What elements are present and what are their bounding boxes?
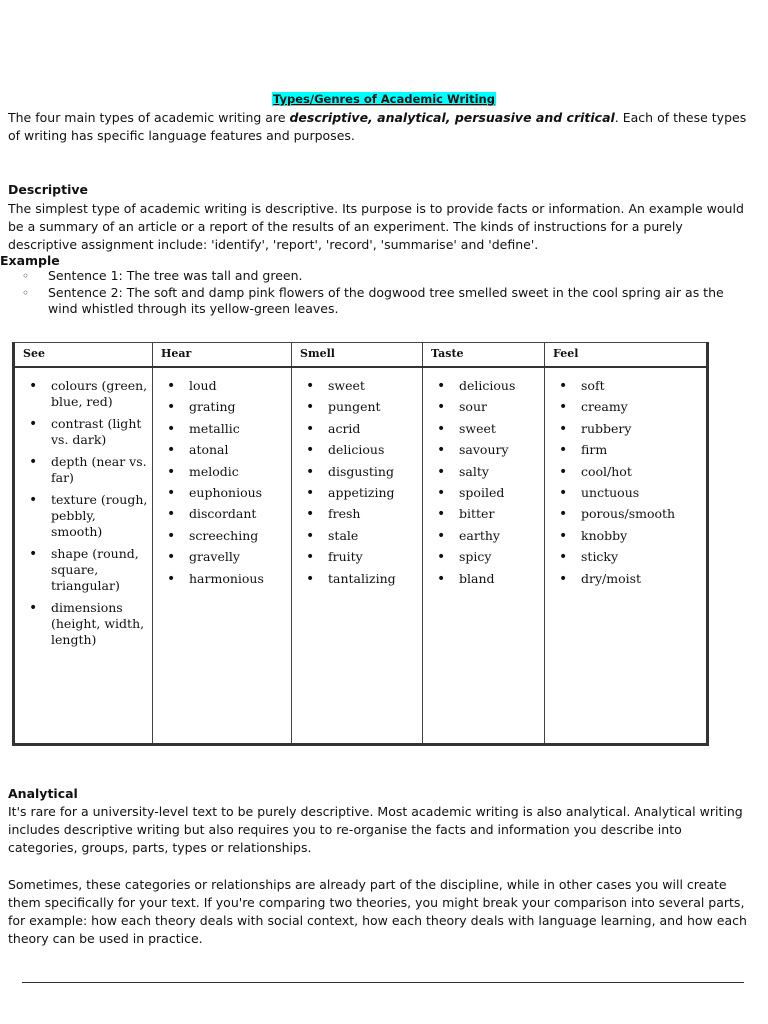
sense-word-item: • bland bbox=[423, 571, 544, 587]
sense-word-item: • texture (rough, pebbly, smooth) bbox=[15, 492, 152, 540]
descriptive-heading: Descriptive bbox=[8, 182, 88, 197]
smell-word-list bbox=[292, 368, 422, 587]
analytical-heading: Analytical bbox=[8, 786, 78, 801]
column-cell-see bbox=[14, 367, 153, 745]
sense-word-item: • porous/smooth bbox=[545, 506, 706, 522]
see-word-list bbox=[15, 368, 152, 648]
intro-emphasis: descriptive, analytical, persuasive and critical bbox=[289, 110, 615, 125]
sense-word-item: • atonal bbox=[153, 442, 291, 458]
sense-word-item: • acrid bbox=[292, 421, 422, 437]
sense-word-item: • soft bbox=[545, 378, 706, 394]
sense-word-item: • delicious bbox=[423, 378, 544, 394]
sense-word-item: • contrast (light vs. dark) bbox=[15, 416, 152, 448]
column-cell-taste bbox=[423, 367, 545, 745]
sense-word-item: • earthy bbox=[423, 528, 544, 544]
sense-word-item: • metallic bbox=[153, 421, 291, 437]
senses-header-row bbox=[14, 343, 708, 368]
column-cell-smell bbox=[292, 367, 423, 745]
sense-word-item: • shape (round, square, triangular) bbox=[15, 546, 152, 594]
sense-word-item: • delicious bbox=[292, 442, 422, 458]
senses-body-row bbox=[14, 367, 708, 745]
sense-word-item: • disgusting bbox=[292, 464, 422, 480]
column-header-hear: Hear bbox=[153, 343, 292, 368]
sense-word-item: • colours (green, blue, red) bbox=[15, 378, 152, 410]
descriptive-paragraph: The simplest type of academic writing is descriptive. Its purpose is to provide facts or information. An example would be a summary of an article or a report of the results of an experiment. The kinds of instructions for a purely descriptive assignment include: 'identify', 'report', 'record', 'summarise' and 'define'. bbox=[8, 201, 744, 252]
column-header-feel: Feel bbox=[545, 343, 708, 368]
document-title: Types/Genres of Academic Writing bbox=[273, 92, 495, 106]
sense-word-item: • discordant bbox=[153, 506, 291, 522]
sense-word-item: • sticky bbox=[545, 549, 706, 565]
sense-word-item: • savoury bbox=[423, 442, 544, 458]
sense-word-item: • melodic bbox=[153, 464, 291, 480]
example-heading: Example bbox=[0, 253, 60, 268]
sense-word-item: • fresh bbox=[292, 506, 422, 522]
analytical-paragraph-1: It's rare for a university-level text to be purely descriptive. Most academic writing is also analytical. Analytical writing includes descriptive writing but also requires you to re-organise the facts and information you describe into categories, groups, parts, types or relationships. bbox=[8, 804, 743, 855]
sense-word-item: • screeching bbox=[153, 528, 291, 544]
sense-word-item: • harmonious bbox=[153, 571, 291, 587]
sense-word-item: • euphonious bbox=[153, 485, 291, 501]
senses-table bbox=[12, 342, 709, 746]
sense-word-item: • unctuous bbox=[545, 485, 706, 501]
sense-word-item: • pungent bbox=[292, 399, 422, 415]
column-header-smell: Smell bbox=[292, 343, 423, 368]
sense-word-item: • grating bbox=[153, 399, 291, 415]
sense-word-item: • sweet bbox=[423, 421, 544, 437]
sense-word-item: • spoiled bbox=[423, 485, 544, 501]
sense-word-item: • depth (near vs. far) bbox=[15, 454, 152, 486]
feel-word-list bbox=[545, 368, 706, 587]
sense-word-item: • dimensions (height, width, length) bbox=[15, 600, 152, 648]
column-header-see: See bbox=[14, 343, 153, 368]
example-sentence: ◦ Sentence 1: The tree was tall and green. bbox=[22, 268, 748, 285]
sense-word-item: • sweet bbox=[292, 378, 422, 394]
sense-word-item: • appetizing bbox=[292, 485, 422, 501]
sense-word-item: • gravelly bbox=[153, 549, 291, 565]
column-cell-hear bbox=[153, 367, 292, 745]
sense-word-item: • salty bbox=[423, 464, 544, 480]
sense-word-item: • bitter bbox=[423, 506, 544, 522]
sense-word-item: • stale bbox=[292, 528, 422, 544]
footer-rule bbox=[22, 982, 744, 983]
sense-word-item: • rubbery bbox=[545, 421, 706, 437]
sense-word-item: • spicy bbox=[423, 549, 544, 565]
sense-word-item: • knobby bbox=[545, 528, 706, 544]
sense-word-item: • cool/hot bbox=[545, 464, 706, 480]
hear-word-list bbox=[153, 368, 291, 587]
sense-word-item: • firm bbox=[545, 442, 706, 458]
intro-paragraph: The four main types of academic writing are descriptive, analytical, persuasive and critical. Each of these types of writing has specific language features and purposes. bbox=[8, 110, 747, 143]
example-sentence-list bbox=[22, 268, 748, 318]
sense-word-item: • loud bbox=[153, 378, 291, 394]
sense-word-item: • creamy bbox=[545, 399, 706, 415]
taste-word-list bbox=[423, 368, 544, 587]
example-sentence: ◦ Sentence 2: The soft and damp pink flowers of the dogwood tree smelled sweet in the cool spring air as the wind whistled through its yellow-green leaves. bbox=[22, 285, 748, 318]
column-cell-feel bbox=[545, 367, 708, 745]
sense-word-item: • sour bbox=[423, 399, 544, 415]
sense-word-item: • tantalizing bbox=[292, 571, 422, 587]
analytical-paragraph-2: Sometimes, these categories or relationships are already part of the discipline, while in other cases you will create them specifically for your text. If you're comparing two theories, you might break your comparison into several parts, for example: how each theory deals with social context, how each theory deals with language learning, and how each theory can be used in practice. bbox=[8, 877, 747, 946]
sense-word-item: • dry/moist bbox=[545, 571, 706, 587]
column-header-taste: Taste bbox=[423, 343, 545, 368]
sense-word-item: • fruity bbox=[292, 549, 422, 565]
